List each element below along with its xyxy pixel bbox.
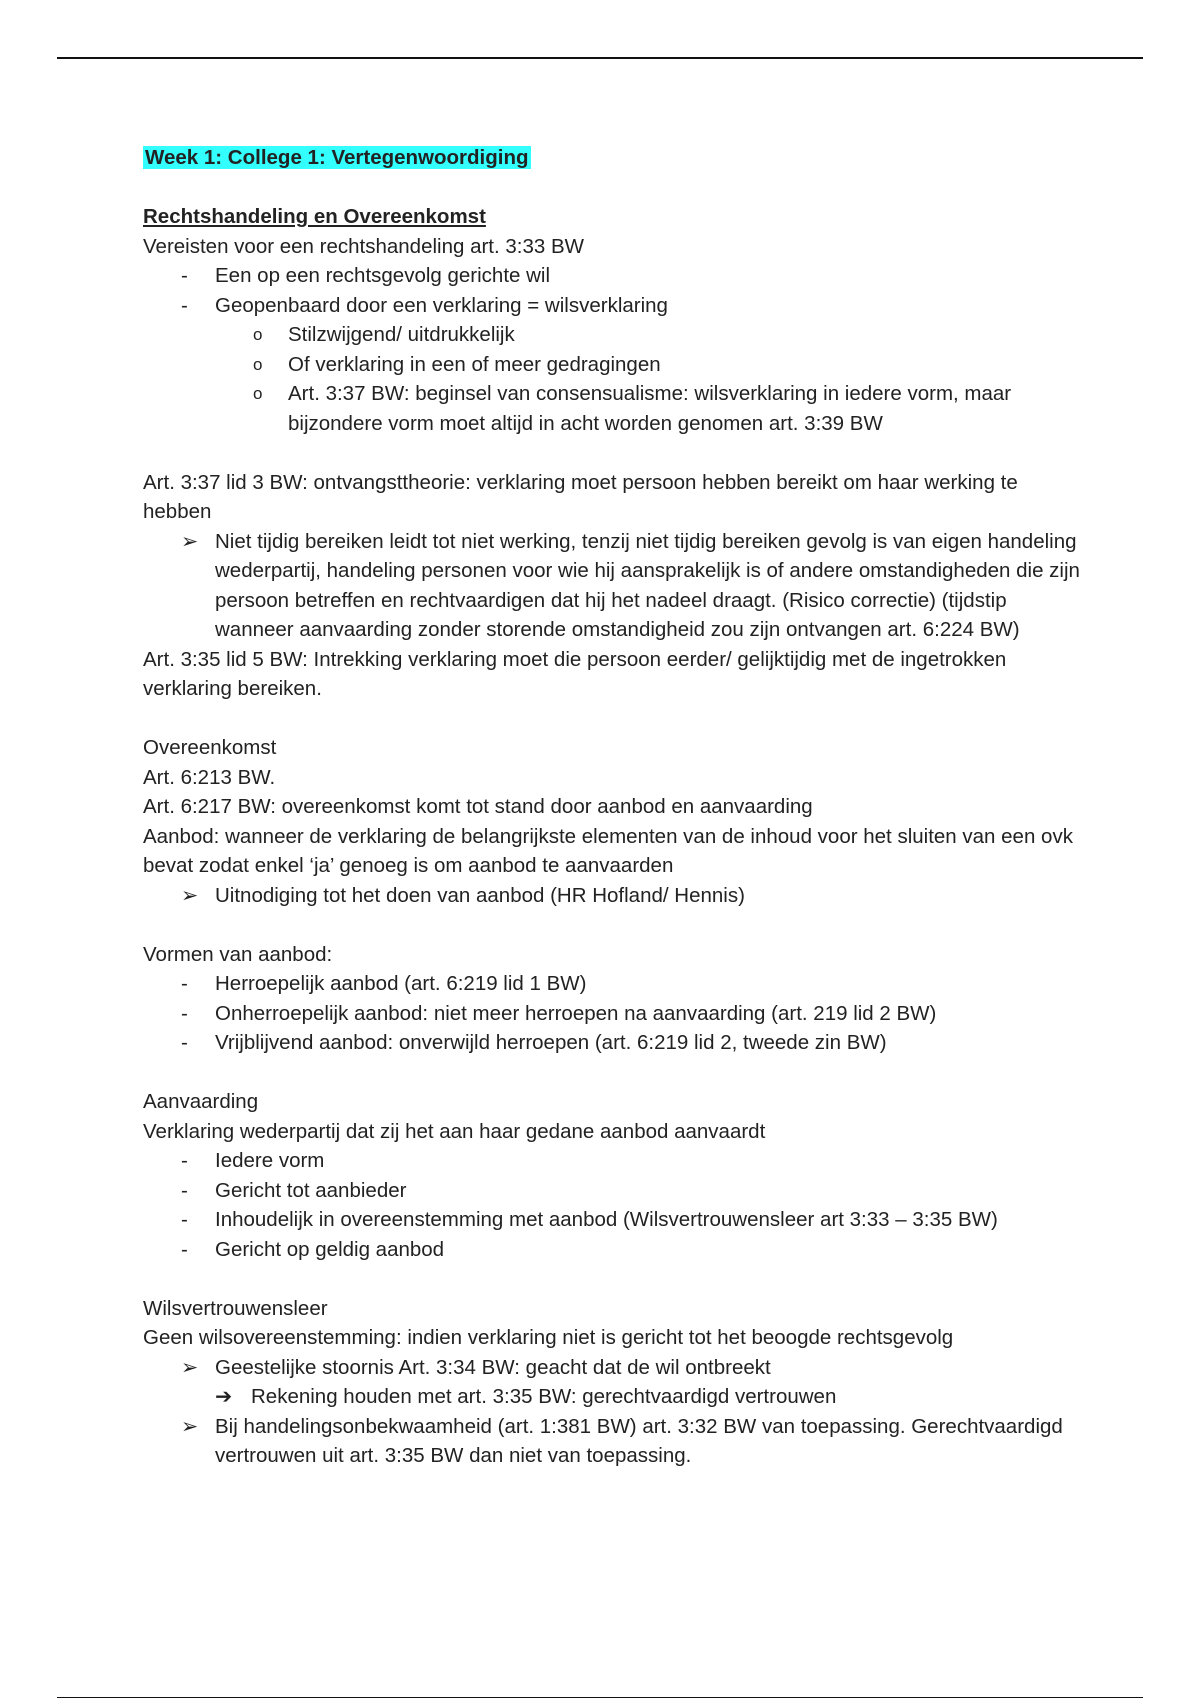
arrowhead-bullet: ➢ [181,1355,199,1379]
list-item: ➢ Bij handelingsonbekwaamheid (art. 1:381 BW) art. 3:32 BW van toepassing. Gerechtvaardigd vertrouwen uit art. 3:35 BW dan niet van toepassing. [143,1412,1083,1471]
list-item: - Inhoudelijk in overeenstemming met aanbod (Wilsvertrouwensleer art 3:33 – 3:35 BW) [143,1205,1083,1235]
section-heading-vormen: Vormen van aanbod: [143,942,333,966]
list-item: ➢ Niet tijdig bereiken leidt tot niet werking, tenzij niet tijdig bereiken gevolg is van eigen handeling wederpartij, handeling personen voor wie hij aansprakelijk is of andere omstandigheden die zijn persoon betreffen en rechtvaardigen dat hij het nadeel draagt. (Risico correctie) (tijdstip wanneer aanvaarding zonder storende omstandigheid zou zijn ontvangen art. 6:224 BW) [143,527,1083,645]
circle-bullet: o [253,325,263,344]
dash-bullet: - [181,1208,188,1231]
page-title-line [143,143,1083,173]
list-item: ➢ Uitnodiging tot het doen van aanbod (HR Hofland/ Hennis) [143,881,1083,911]
list-item: - Gericht op geldig aanbod [143,1235,1083,1265]
list-item: o Stilzwijgend/ uitdrukkelijk [143,320,1083,350]
list-item: ➔ Rekening houden met art. 3:35 BW: gerechtvaardigd vertrouwen [143,1382,1083,1412]
document-body [143,143,1083,1471]
list-item: - Geopenbaard door een verklaring = wilsverklaring [143,291,1083,321]
arrowhead-bullet: ➢ [181,1414,199,1438]
overeenkomst-line: Art. 6:213 BW. [143,765,276,789]
dash-bullet: - [181,1001,188,1025]
list-item: - Gericht tot aanbieder [143,1176,1083,1206]
list-item: - Herroepelijk aanbod (art. 6:219 lid 1 BW) [143,969,1083,999]
arrowhead-bullet: ➢ [181,883,199,907]
dash-bullet: - [181,1031,188,1054]
footer-rule [57,1697,1143,1698]
dash-bullet: - [181,1178,188,1202]
right-arrow-icon: ➔ [215,1385,233,1408]
arrowhead-bullet: ➢ [181,529,199,553]
dash-bullet: - [181,1149,188,1172]
rechtshandeling-intro: Vereisten voor een rechtshandeling art. 3:33 BW [143,234,585,258]
dash-bullet: - [181,264,188,287]
section-heading-aanvaarding: Aanvaarding [143,1090,259,1113]
section-heading-wilsvertrouwensleer: Wilsvertrouwensleer [143,1296,328,1320]
circle-bullet: o [253,384,263,403]
dash-bullet: - [181,293,188,317]
wilsvertrouwensleer-intro: Geen wilsovereenstemming: indien verklaring niet is gericht tot het beoogde rechtsgevolg [143,1326,954,1349]
dash-bullet: - [181,972,188,995]
ontvangsttheorie-paragraph: Art. 3:37 lid 3 BW: ontvangsttheorie: verklaring moet persoon hebben bereikt om haar werking te hebben [143,470,1018,523]
page-title: Week 1: College 1: Vertegenwoordiging [145,146,529,169]
overeenkomst-line: Aanbod: wanneer de verklaring de belangrijkste elementen van de inhoud voor het sluiten van een ovk bevat zodat enkel ‘ja’ genoeg is om aanbod te aanvaarden [143,824,1073,877]
section-heading-rechtshandeling: Rechtshandeling en Overeenkomst [143,205,486,228]
circle-bullet: o [253,354,263,374]
dash-bullet: - [181,1237,188,1261]
list-item: - Een op een rechtsgevolg gerichte wil [143,261,1083,291]
list-item: - Vrijblijvend aanbod: onverwijld herroepen (art. 6:219 lid 2, tweede zin BW) [143,1028,1083,1058]
list-item: o Of verklaring in een of meer gedragingen [143,350,1083,380]
list-item: - Iedere vorm [143,1146,1083,1176]
overeenkomst-line: Art. 6:217 BW: overeenkomst komt tot stand door aanbod en aanvaarding [143,795,813,818]
intrekking-paragraph: Art. 3:35 lid 5 BW: Intrekking verklaring moet die persoon eerder/ gelijktijdig met de ingetrokken verklaring bereiken. [143,647,1007,700]
list-item: ➢ Geestelijke stoornis Art. 3:34 BW: geacht dat de wil ontbreekt [143,1353,1083,1383]
list-item: o Art. 3:37 BW: beginsel van consensualisme: wilsverklaring in iedere vorm, maar bijzondere vorm moet altijd in acht worden genomen art. 3:39 BW [143,379,1083,438]
header-rule [57,57,1143,59]
section-heading-overeenkomst: Overeenkomst [143,736,277,759]
aanvaarding-intro: Verklaring wederpartij dat zij het aan haar gedane aanbod aanvaardt [143,1119,766,1143]
list-item: - Onherroepelijk aanbod: niet meer herroepen na aanvaarding (art. 219 lid 2 BW) [143,999,1083,1029]
